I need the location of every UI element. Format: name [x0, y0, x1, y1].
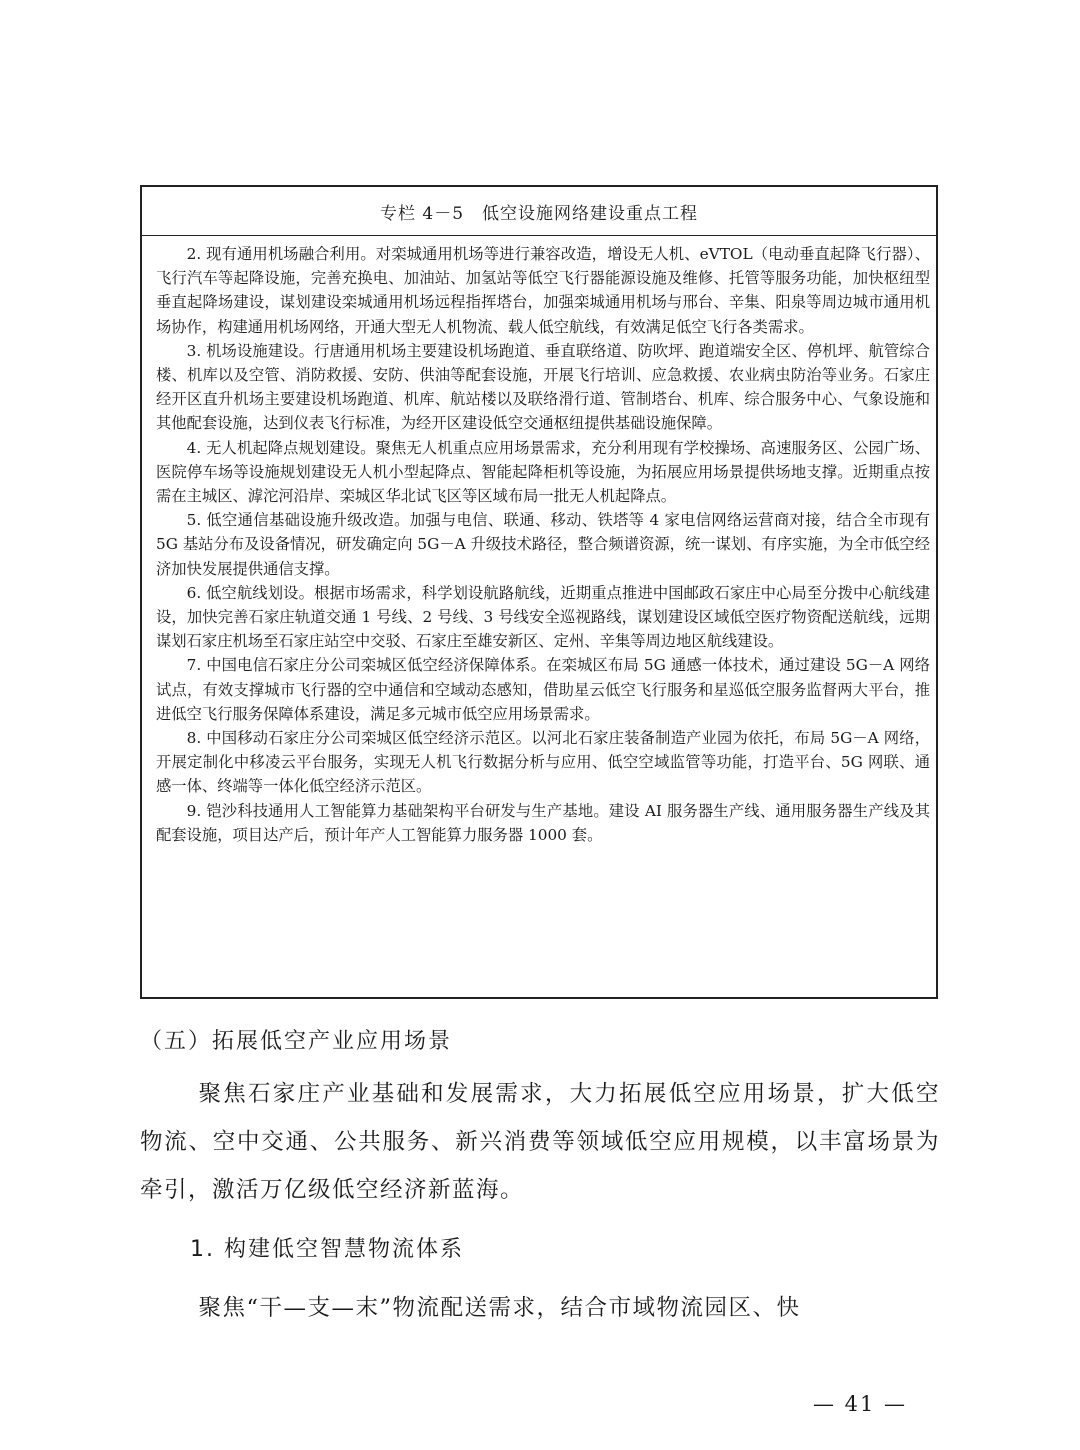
- subsection-paragraph-block: [140, 1284, 940, 1332]
- box-item: 6. 低空航线划设。根据市场需求，科学划设航路航线，近期重点推进中国邮政石家庄中心局至分拨中心航线建设，加快完善石家庄轨道交通 1 号线、2 号线、3 号线安全巡视路线，谋划建设区域低空医疗物资配送航线，远期谋划石家庄机场至石家庄站空中交驳、石家庄至雄安新区、定州、辛集等周边地区航线建设。: [156, 583, 930, 651]
- box-item: 4. 无人机起降点规划建设。聚焦无人机重点应用场景需求，充分利用现有学校操场、高速服务区、公园广场、医院停车场等设施规划建设无人机小型起降点、智能起降柜机等设施，为拓展应用场景提供场地支撑。近期重点按需在主城区、滹沱河沿岸、栾城区华北试飞区等区域布局一批无人机起降点。: [156, 438, 930, 506]
- box-body: [142, 236, 936, 847]
- feature-box: [140, 185, 938, 999]
- box-item: 8. 中国移动石家庄分公司栾城区低空经济示范区。以河北石家庄装备制造产业园为依托，布局 5G－A 网络，开展定制化中移凌云平台服务，实现无人机飞行数据分析与应用、低空空域监管等功能，打造平台、5G 网联、通感一体、终端等一体化低空经济示范区。: [156, 729, 930, 796]
- subsection-heading: 1. 构建低空智慧物流体系: [190, 1237, 464, 1262]
- box-item: 9. 铠沙科技通用人工智能算力基础架构平台研发与生产基地。建设 AI 服务器生产线、通用服务器生产线及其配套设施，项目达产后，预计年产人工智能算力服务器 1000 套。: [156, 801, 930, 844]
- section-paragraph-block: [140, 1070, 940, 1214]
- box-item: 7. 中国电信石家庄分公司栾城区低空经济保障体系。在栾城区布局 5G 通感一体技术，通过建设 5G－A 网络试点，有效支撑城市飞行器的空中通信和空域动态感知，借助星云低空飞行服务和星巡低空服务监督两大平台，推进低空飞行服务保障体系建设，满足多元城市低空应用场景需求。: [156, 656, 930, 723]
- section-heading: （五）拓展低空产业应用场景: [140, 1029, 453, 1054]
- box-title: 专栏 4－5 低空设施网络建设重点工程: [142, 187, 936, 236]
- box-item: 3. 机场设施建设。行唐通用机场主要建设机场跑道、垂直联络道、防吹坪、跑道端安全区、停机坪、航管综合楼、机库以及空管、消防救援、安防、供油等配套设施，开展飞行培训、应急救援、农业病虫防治等业务。石家庄经开区直升机场主要建设机场跑道、机库、航站楼以及联络滑行道、管制塔台、机库、综合服务中心、气象设施和其他配套设施，达到仪表飞行标准，为经开区建设低空交通枢纽提供基础设施保障。: [156, 341, 930, 433]
- page-number: — 41 —: [812, 1392, 908, 1416]
- box-item: 5. 低空通信基础设施升级改造。加强与电信、联通、移动、铁塔等 4 家电信网络运营商对接，结合全市现有 5G 基站分布及设备情况，研发确定向 5G－A 升级技术路径，整合频谱资源，统一谋划、有序实施，为全市低空经济加快发展提供通信支撑。: [156, 511, 930, 578]
- section-paragraph: 聚焦石家庄产业基础和发展需求，大力拓展低空应用场景，扩大低空物流、空中交通、公共服务、新兴消费等领域低空应用规模，以丰富场景为牵引，激活万亿级低空经济新蓝海。: [140, 1081, 940, 1203]
- box-item: 2. 现有通用机场融合利用。对栾城通用机场等进行兼容改造，增设无人机、eVTOL（电动垂直起降飞行器）、飞行汽车等起降设施，完善充换电、加油站、加氢站等低空飞行器能源设施及维修、托管等服务功能，加快枢纽型垂直起降场建设，谋划建设栾城通用机场远程指挥塔台，加强栾城通用机场与邢台、辛集、阳泉等周边城市通用机场协作，构建通用机场网络，开通大型无人机物流、载人低空航线，有效满足低空飞行各类需求。: [156, 245, 930, 336]
- subsection-paragraph: 聚焦“干—支—末”物流配送需求，结合市域物流园区、快: [198, 1295, 801, 1321]
